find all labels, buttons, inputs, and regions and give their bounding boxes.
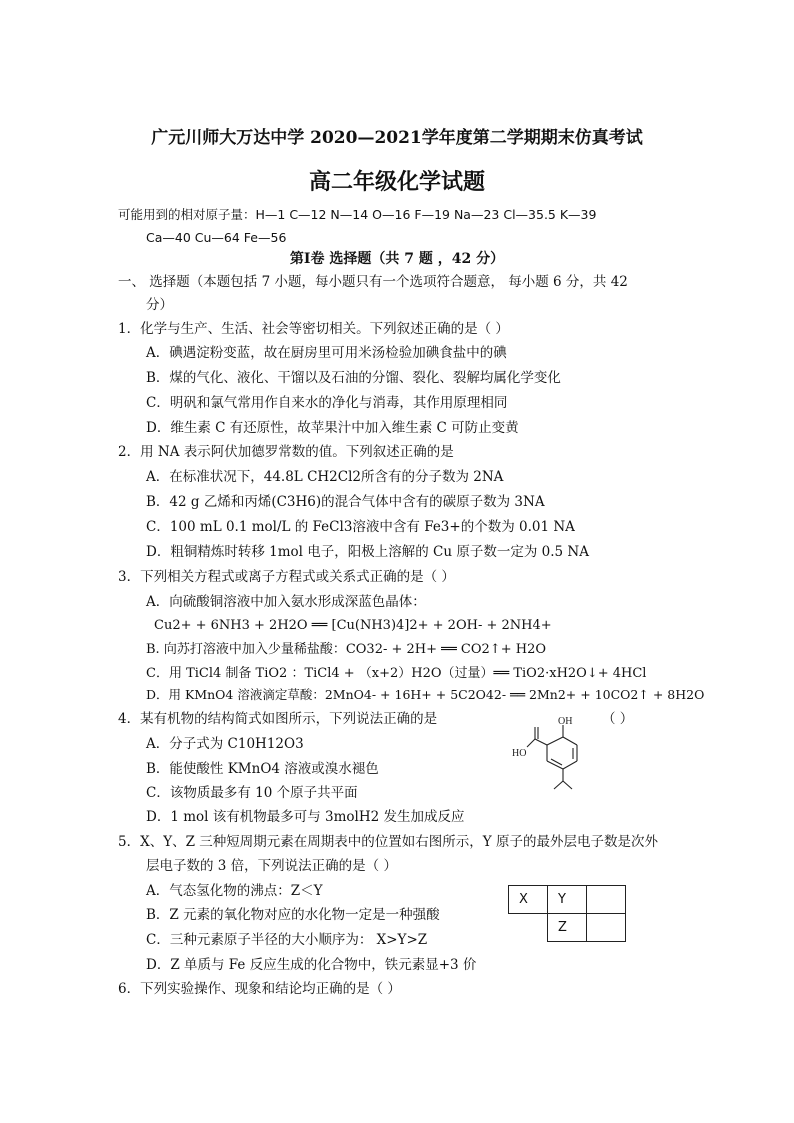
q2-option-d: D．粗铜精炼时转移 1mol 电子，阳极上溶解的 Cu 原子数一定为 0.5 NA — [146, 544, 589, 560]
q4-option-a: A．分子式为 C10H12O3 — [146, 736, 304, 752]
q2-option-c: C．100 mL 0.1 mol/L 的 FeCl3溶液中含有 Fe3+的个数为 0.01 NA — [146, 519, 575, 535]
q2-option-a: A．在标准状况下，44.8L CH2Cl2所含有的分子数为 2NA — [146, 469, 504, 485]
q5-stem-line-2: 层电子数的 3 倍，下列说法正确的是（ ） — [146, 858, 397, 874]
q3-option-a: A．向硫酸铜溶液中加入氨水形成深蓝色晶体： — [146, 594, 426, 610]
cell-x: X — [509, 886, 548, 914]
cell-empty-top — [587, 886, 626, 914]
cell-y: Y — [548, 886, 587, 914]
q4-option-c: C．该物质最多有 10 个原子共平面 — [146, 785, 358, 801]
q1-stem: 1．化学与生产、生活、社会等密切相关。下列叙述正确的是（ ） — [118, 321, 509, 337]
q5-periodic-table — [508, 885, 626, 942]
q1-option-b: B．煤的气化、液化、干馏以及石油的分馏、裂化、裂解均属化学变化 — [146, 370, 561, 386]
q5-option-b: B．Z 元素的氧化物对应的水化物一定是一种强酸 — [146, 907, 440, 923]
q5-option-a: A．气态氢化物的沸点：Z＜Y — [146, 883, 323, 899]
exam-subtitle: 高二年级化学试题 — [308, 169, 485, 195]
part1-instruction-line-1: 一、 选择题（本题包括 7 小题，每小题只有一个选项符合题意， 每小题 6 分，共 42 — [118, 274, 628, 290]
atomic-mass-line-1: 可能用到的相对原子量：H—1 C—12 N—14 O—16 F—19 Na—23 Cl—35.5 K—39 — [118, 207, 597, 222]
atomic-mass-line-2: Ca—40 Cu—64 Fe—56 — [146, 230, 287, 245]
q1-option-c: C．明矾和氯气常用作自来水的净化与消毒，其作用原理相同 — [146, 395, 508, 411]
exam-title: 广元川师大万达中学 2020—2021学年度第二学期期末仿真考试 — [151, 128, 643, 148]
q5-stem-line-1: 5．X、Y、Z 三种短周期元素在周期表中的位置如右图所示，Y 原子的最外层电子数是次外 — [118, 834, 658, 850]
cell-blank — [509, 914, 548, 942]
q4-structure-diagram — [505, 715, 605, 803]
q5-option-c: C．三种元素原子半径的大小顺序为： X>Y>Z — [146, 932, 428, 948]
oh-label: OH — [558, 716, 573, 727]
q4-option-b: B．能使酸性 KMnO4 溶液或溴水褪色 — [146, 761, 379, 777]
cell-empty-bottom — [587, 914, 626, 942]
q3-option-b: B. 向苏打溶液中加入少量稀盐酸：CO32- + 2H+ ══ CO2↑+ H2O — [146, 642, 546, 657]
q4-stem: 4．某有机物的结构简式如图所示，下列说法正确的是 — [118, 711, 438, 727]
part1-instruction-line-2: 分） — [146, 297, 173, 313]
q6-stem: 6．下列实验操作、现象和结论均正确的是（ ） — [118, 981, 401, 997]
q4-option-d: D．1 mol 该有机物最多可与 3molH2 发生加成反应 — [146, 809, 465, 825]
q2-stem: 2．用 NA 表示阿伏加德罗常数的值。下列叙述正确的是 — [118, 444, 454, 460]
q1-option-a: A．碘遇淀粉变蓝，故在厨房里可用米汤检验加碘食盐中的碘 — [146, 345, 507, 361]
q1-option-d: D．维生素 C 有还原性，故苹果汁中加入维生素 C 可防止变黄 — [146, 420, 519, 436]
q4-answer-paren: （ ） — [602, 711, 634, 727]
q5-option-d: D．Z 单质与 Fe 反应生成的化合物中，铁元素显+3 价 — [146, 957, 477, 973]
q3-option-c: C．用 TiCl4 制备 TiO2 ：TiCl4 + （x+2）H2O（过量）══ TiO2·xH2O↓+ 4HCl — [146, 666, 647, 681]
q2-option-b: B．42 g 乙烯和丙烯(C3H6)的混合气体中含有的碳原子数为 3NA — [146, 494, 545, 510]
q3-option-d: D．用 KMnO4 溶液滴定草酸：2MnO4- + 16H+ + 5C2O42- ══ 2Mn2+ + 10CO2↑ + 8H2O — [146, 687, 705, 702]
section-title: 第Ⅰ卷 选择题（共 7 题 ，42 分） — [289, 251, 505, 267]
q3-stem: 3．下列相关方程式或离子方程式或关系式正确的是（ ） — [118, 569, 455, 585]
ho-label: HO — [512, 748, 527, 759]
q3-option-a-equation: Cu2+ + 6NH3 + 2H2O ══ [Cu(NH3)4]2+ + 2OH- + 2NH4+ — [154, 618, 552, 633]
cell-z: Z — [548, 914, 587, 942]
